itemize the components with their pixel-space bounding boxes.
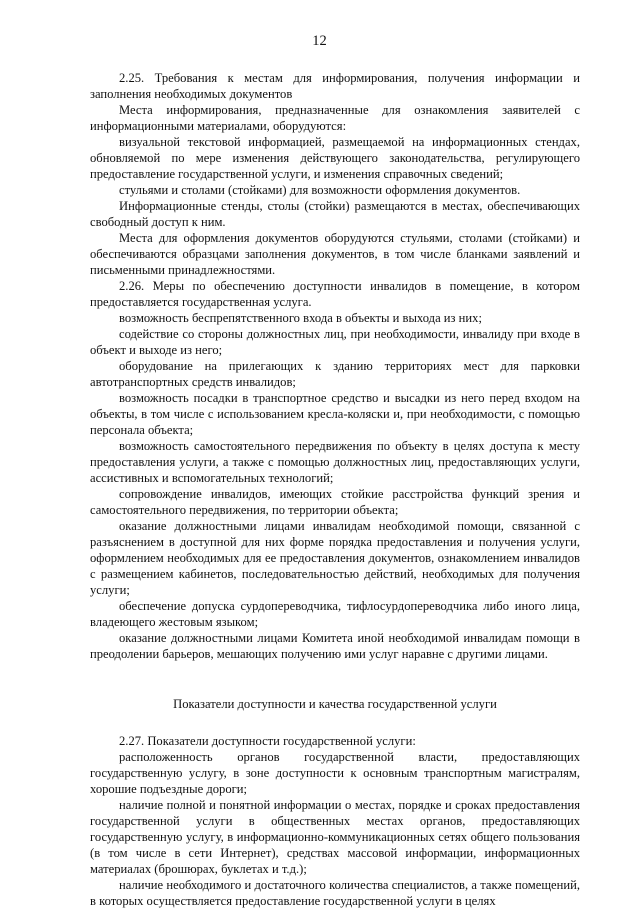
document-body — [90, 70, 580, 909]
paragraph: наличие необходимого и достаточного количества специалистов, а также помещений, в которых осуществляется предоставление государственной услуги в целях — [90, 878, 580, 908]
page-number: 12 — [312, 33, 327, 49]
paragraph: возможность посадки в транспортное средство и высадки из него перед входом на объекты, в том числе с использованием кресла-коляски и, при необходимости, с помощью персонала объекта; — [90, 391, 580, 437]
paragraph: сопровождение инвалидов, имеющих стойкие расстройства функций зрения и самостоятельного передвижения, по территории объекта; — [90, 487, 580, 517]
paragraph: оказание должностными лицами Комитета иной необходимой инвалидам помощи в преодолении барьеров, мешающих получению ими услуг наравне с другими лицами. — [90, 631, 580, 661]
paragraph: 2.27. Показатели доступности государственной услуги: — [119, 734, 416, 748]
paragraph: возможность самостоятельного передвижения по объекту в целях доступа к месту предоставления услуги, а также с помощью должностных лиц, предоставляющих услуги, ассистивных и вспомогательных технологий; — [90, 439, 580, 485]
paragraph: Места для оформления документов оборудуются стульями, столами (стойками) и обеспечиваются образцами заполнения документов, в том числе бланками заявлений и письменными принадлежностями. — [90, 231, 580, 277]
paragraph: содействие со стороны должностных лиц, при необходимости, инвалиду при входе в объект и выходе из него; — [90, 327, 580, 357]
paragraph: обеспечение допуска сурдопереводчика, тифлосурдопереводчика либо иного лица, владеющего жестовым языком; — [90, 599, 580, 629]
paragraph: стульями и столами (стойками) для возможности оформления документов. — [119, 183, 521, 197]
paragraph: возможность беспрепятственного входа в объекты и выхода из них; — [119, 311, 482, 325]
section-heading: Показатели доступности и качества государственной услуги — [173, 697, 497, 711]
paragraph: 2.26. Меры по обеспечению доступности инвалидов в помещение, в котором предоставляется государственная услуга. — [90, 279, 580, 309]
paragraph: оборудование на прилегающих к зданию территориях мест для парковки автотранспортных средств инвалидов; — [90, 359, 580, 389]
paragraph: Места информирования, предназначенные для ознакомления заявителей с информационными материалами, оборудуются: — [90, 103, 580, 133]
paragraph: наличие полной и понятной информации о местах, порядке и сроках предоставления государственной услуги в общественных местах органов, предоставляющих государственную услугу, в информационно-коммуникационных сетях общего пользования (в том числе в сети Интернет), средствах массовой информации, информационных материалах (брошюрах, буклетах и т.д.); — [90, 798, 580, 876]
paragraph: оказание должностными лицами инвалидам необходимой помощи, связанной с разъяснением в доступной для них форме порядка предоставления и получения услуги, оформлением необходимых для ее предоставления документов, ознакомлением инвалидов с размещением кабинетов, последовательностью действий, необходимых для получения услуги; — [90, 519, 580, 597]
paragraph: визуальной текстовой информацией, размещаемой на информационных стендах, обновляемой по мере изменения действующего законодательства, регулирующего предоставление государственной услуги, и изменения справочных сведений; — [90, 135, 580, 181]
paragraph: Информационные стенды, столы (стойки) размещаются в местах, обеспечивающих свободный доступ к ним. — [90, 199, 580, 229]
paragraph: 2.25. Требования к местам для информирования, получения информации и заполнения необходимых документов — [90, 71, 580, 101]
paragraph: расположенность органов государственной власти, предоставляющих государственную услугу, в зоне доступности к основным транспортным магистралям, хорошие подъездные дороги; — [90, 750, 580, 796]
